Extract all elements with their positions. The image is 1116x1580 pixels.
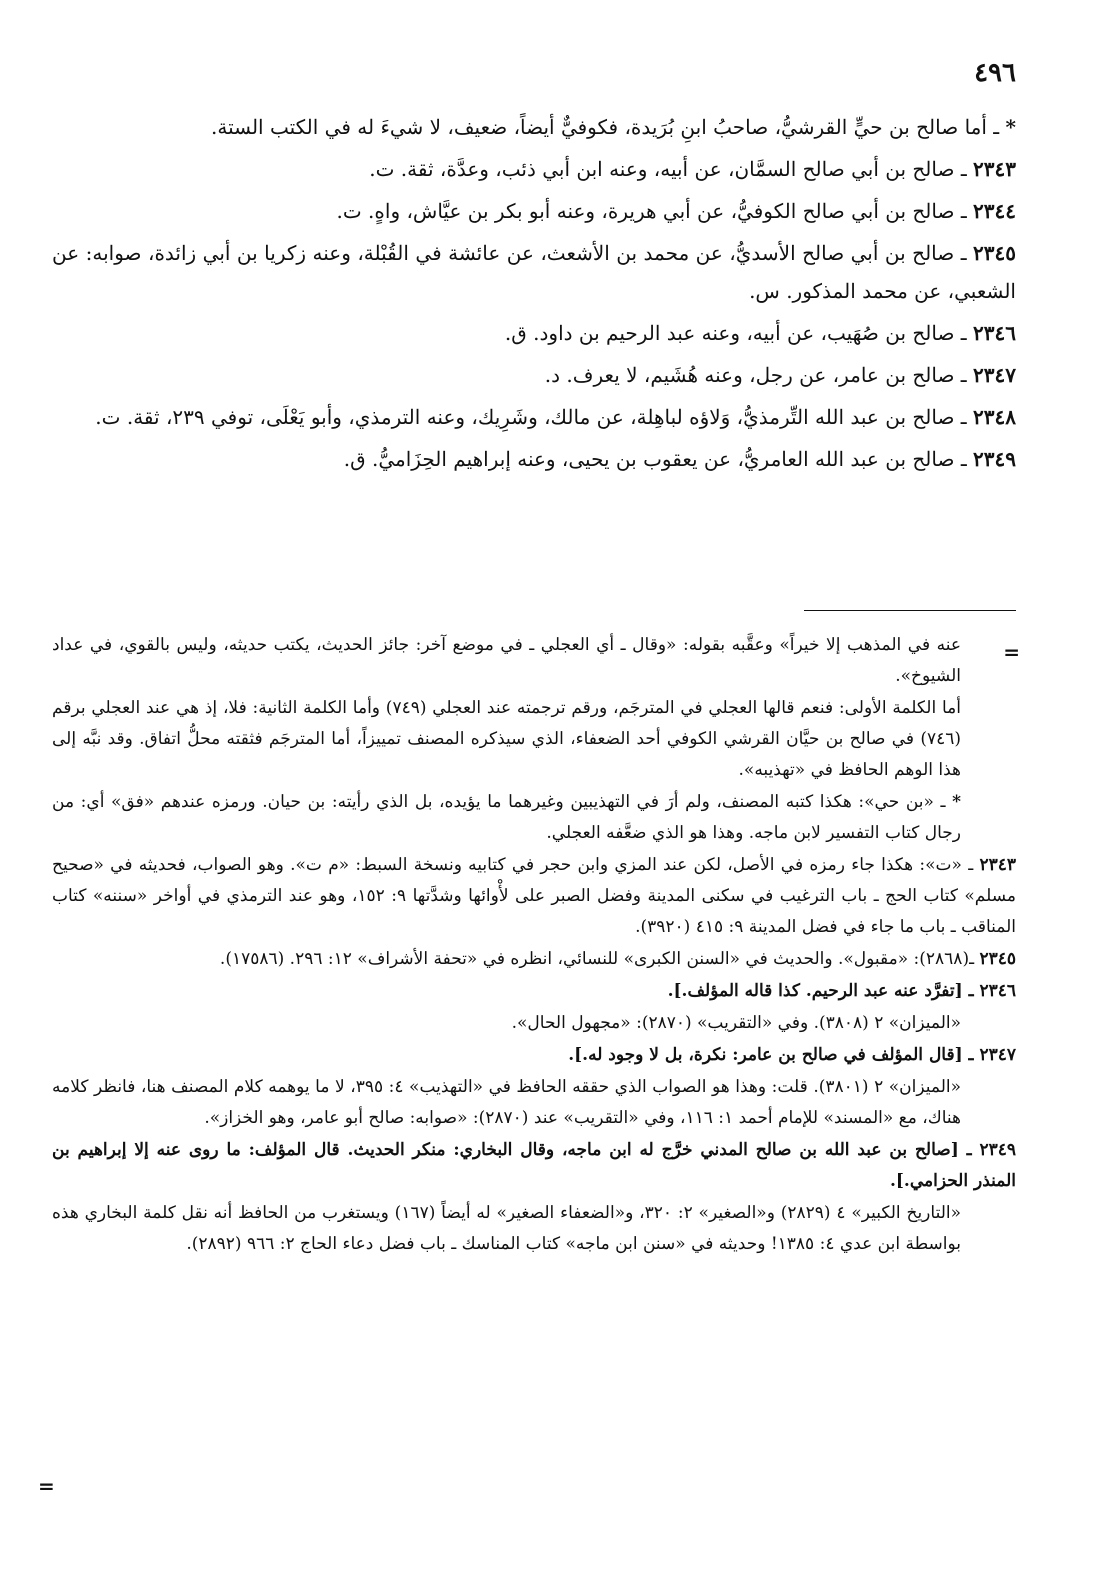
- entry-text: ـ صالح بن عبد الله العامريُّ، عن يعقوب بن يحيى، وعنه إبراهيم الحِزَاميُّ. ق.: [343, 447, 974, 471]
- entry-number: ٢٣٤٧: [973, 363, 1016, 387]
- footnote-separator: [804, 610, 1016, 611]
- footnote-2345: [52, 944, 1016, 975]
- footnote-2346: [52, 976, 1016, 1007]
- entry-text: ـ صالح بن أبي صالح الكوفيُّ، عن أبي هريرة، وعنه أبو بكر بن عيَّاش، واهٍ. ت.: [336, 199, 974, 223]
- entry-2345: [52, 234, 1016, 310]
- footnote-marker: *: [952, 792, 961, 812]
- footnote-continuation: [52, 630, 1016, 692]
- footnote-2343: [52, 850, 1016, 943]
- main-text: [52, 108, 1016, 482]
- footnote-text: «الميزان» ٢ (٣٨٠١). قلت: وهذا هو الصواب الذي حققه الحافظ في «التهذيب» ٤: ٣٩٥، لا ما يوهمه كلام المصنف هنا، فانظر كلامه هناك، مع «المسند» للإمام أحمد ١: ١١٦، وفي «التقريب» عند (٢٨٧٠): «صوابه: صالح أبو عامر، وهو الخزاز».: [52, 1077, 962, 1128]
- footnote-number: ٢٣٤٧: [979, 1045, 1016, 1065]
- footnote-text: ـ «بن حي»: هكذا كتبه المصنف، ولم أرَ في التهذيبين وغيرهما ما يؤيده، بل الذي رأيته: بن حيان. ورمزه عندهم «فق» أي: من رجال كتاب التفسير لابن ماجه. وهذا هو الذي ضعَّفه العجلي.: [52, 792, 961, 843]
- footnotes: [52, 630, 1016, 1261]
- entry-text: ـ صالح بن صُهَيب، عن أبيه، وعنه عبد الرحيم بن داود. ق.: [504, 321, 974, 345]
- entry-star: [52, 108, 1016, 146]
- entry-number: ٢٣٤٥: [973, 241, 1016, 265]
- page-number: ٤٩٦: [974, 58, 1016, 88]
- entry-2344: [52, 192, 1016, 230]
- entry-number: ٢٣٤٨: [973, 405, 1016, 429]
- entry-2347: [52, 356, 1016, 394]
- footnote-number: ٢٣٤٦: [979, 981, 1016, 1001]
- footnote-text: ـ «ت»: هكذا جاء رمزه في الأصل، لكن عند المزي وابن حجر في كتابيه ونسخة السبط: «م ت». وهو الصواب، فحديثه في «صحيح مسلم» كتاب الحج ـ باب الترغيب في سكنى المدينة وفضل الصبر على لأْوائها وشدَّتها ٩: ١٥٢، وهو عند الترمذي في أواخر «سننه» كتاب المناقب ـ باب ما جاء في فضل المدينة ٩: ٤١٥ (٣٩٢٠).: [52, 855, 1016, 937]
- footnote-text: «الميزان» ٢ (٣٨٠٨). وفي «التقريب» (٢٨٧٠): «مجهول الحال».: [511, 1013, 961, 1033]
- footnote-number: ٢٣٤٣: [979, 855, 1016, 875]
- entry-text: ـ أما صالح بن حيٍّ القرشيُّ، صاحبُ ابنِ بُرَيدة، فكوفيٌّ أيضاً، ضعيف، لا شيءَ له في الكتب الستة.: [210, 115, 1006, 139]
- entry-number: ٢٣٤٦: [973, 321, 1016, 345]
- entry-text: ـ صالح بن عبد الله التِّرمذيُّ، وَلاؤه لباهِلة، عن مالك، وشَرِيك، وعنه الترمذي، وأبو يَعْلَى، توفي ٢٣٩، ثقة. ت.: [95, 405, 974, 429]
- footnote-text: «التاريخ الكبير» ٤ (٢٨٢٩) و«الصغير» ٢: ٣٢٠، و«الضعفاء الصغير» له أيضاً (١٦٧) ويستغرب من الحافظ أنه نقل كلمة البخاري هذه بواسطة ابن عدي ٤: ١٣٨٥! وحديثه في «سنن ابن ماجه» كتاب المناسك ـ باب فضل دعاء الحاج ٢: ٩٦٦ (٢٨٩٢).: [52, 1203, 961, 1254]
- entry-number: ٢٣٤٣: [973, 157, 1016, 181]
- entry-2343: [52, 150, 1016, 188]
- footnote-paragraph: [52, 693, 1016, 786]
- entry-text: ـ صالح بن أبي صالح السمَّان، عن أبيه، وعنه ابن أبي ذئب، وعدَّة، ثقة. ت.: [369, 157, 974, 181]
- entry-2349: [52, 440, 1016, 478]
- footnote-bold-text: ـ [صالح بن عبد الله بن صالح المدني خرَّج له ابن ماجه، وقال البخاري: منكر الحديث. قال المؤلف: ما روى عنه إلا إبراهيم بن المنذر الحزامي.].: [52, 1140, 1016, 1191]
- footnote-bold-text: ـ [تفرَّد عنه عبد الرحيم. كذا قاله المؤلف.].: [667, 981, 980, 1001]
- entry-text: ـ صالح بن عامر، عن رجل، وعنه هُشَيم، لا يعرف. د.: [544, 363, 974, 387]
- footnote-star: [52, 787, 1016, 849]
- footnote-text: أما الكلمة الأولى: فنعم قالها العجلي في المترجَم، ورقم ترجمته عند العجلي (٧٤٩) وأما الكلمة الثانية: فلا، إذ هي عند العجلي برقم (٧٤٦) في صالح بن حيَّان القرشي الكوفي أحد الضعفاء، الذي سيذكره المصنف تمييزاً، أما المترجَم فثقته محلُّ اتفاق. وقد نبَّه إلى هذا الوهم الحافظ في «تهذيبه».: [52, 698, 961, 780]
- continuation-mark-right: =: [1003, 640, 1020, 664]
- footnote-2347: [52, 1040, 1016, 1071]
- footnote-2347-detail: [52, 1072, 1016, 1134]
- entry-2346: [52, 314, 1016, 352]
- entry-2348: [52, 398, 1016, 436]
- footnote-text: ـ(٢٨٦٨): «مقبول». والحديث في «السنن الكبرى» للنسائي، انظره في «تحفة الأشراف» ١٢: ٢٩٦. (١٧٥٨٦).: [219, 949, 980, 969]
- footnote-2346-detail: [52, 1008, 1016, 1039]
- entry-number: ٢٣٤٤: [973, 199, 1016, 223]
- entry-marker: *: [1005, 115, 1016, 139]
- footnote-2349: [52, 1135, 1016, 1197]
- footnote-number: ٢٣٤٥: [979, 949, 1016, 969]
- continuation-mark-left: =: [38, 1474, 55, 1498]
- entry-number: ٢٣٤٩: [973, 447, 1016, 471]
- footnote-number: ٢٣٤٩: [979, 1140, 1016, 1160]
- footnote-2349-detail: [52, 1198, 1016, 1260]
- footnote-bold-text: ـ [قال المؤلف في صالح بن عامر: نكرة، بل لا وجود له.].: [568, 1045, 980, 1065]
- entry-text: ـ صالح بن أبي صالح الأسديُّ، عن محمد بن الأشعث، عن عائشة في القُبْلة، وعنه زكريا بن أبي زائدة، صوابه: عن الشعبي، عن محمد المذكور. س.: [52, 241, 1016, 303]
- footnote-text: عنه في المذهب إلا خيراً» وعقَّبه بقوله: «وقال ـ أي العجلي ـ في موضع آخر: جائز الحديث، يكتب حديثه، وليس بالقوي، في عداد الشيوخ».: [52, 635, 961, 686]
